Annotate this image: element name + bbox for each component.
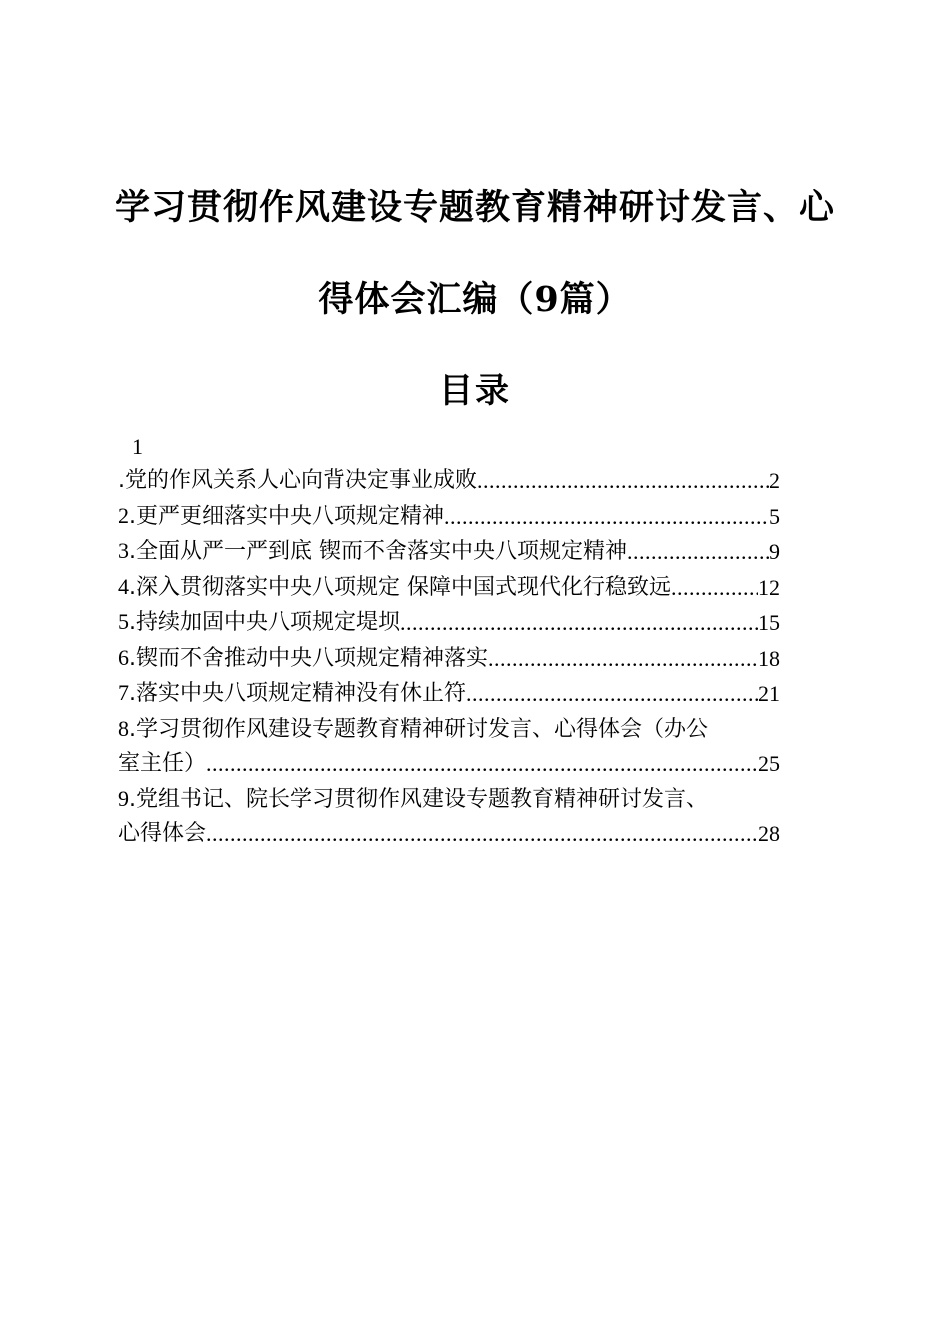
toc-entry-title: .落实中央八项规定精神没有休止符 (129, 681, 466, 706)
toc-entry-number: 4 (118, 573, 129, 599)
toc-entry-label (118, 605, 400, 641)
toc-entry-9[interactable] (118, 782, 833, 852)
toc-entry-title: .深入贯彻落实中央八项规定 保障中国式现代化行稳致远 (129, 574, 671, 600)
toc-entry-label-line-1 (118, 782, 833, 818)
toc-page-number: 28 (758, 821, 780, 846)
toc-entry-2[interactable] (118, 499, 780, 535)
toc-entry-3[interactable] (118, 534, 780, 570)
toc-heading: 目录 (439, 371, 511, 411)
toc-page-number: 5 (769, 503, 780, 529)
toc-entry-4[interactable] (118, 570, 780, 606)
table-of-contents (118, 430, 833, 852)
toc-entry-title: .学习贯彻作风建设专题教育精神研讨发言、心得体会（办公 (129, 716, 708, 742)
toc-leader-dots (444, 500, 769, 535)
toc-entry-title-continued: 室主任） (118, 751, 207, 776)
toc-entry-title: .全面从严一严到底 锲而不舍落实中央八项规定精神 (129, 539, 627, 564)
toc-entry-title: .持续加固中央八项规定堤坝 (129, 610, 400, 635)
toc-leader-dots (206, 747, 758, 782)
document-title-line-1: 学习贯彻作风建设专题教育精神研讨发言、心 (114, 187, 835, 228)
toc-entry-label (118, 570, 671, 606)
toc-entry-title: .更严更细落实中央八项规定精神 (129, 503, 444, 529)
toc-entry-label-line-2 (118, 747, 780, 782)
toc-entry-6[interactable] (118, 641, 780, 677)
toc-entry-number: 5 (118, 609, 129, 634)
toc-leader-dots (671, 571, 758, 606)
toc-page-number: 18 (758, 645, 780, 671)
toc-entry-1[interactable] (118, 464, 780, 499)
toc-leader-dots (400, 606, 758, 641)
toc-leader-dots (466, 677, 758, 712)
toc-page-number: 2 (769, 468, 780, 493)
toc-entry-number: 7 (118, 680, 129, 705)
toc-entry-label-line-1 (118, 712, 833, 748)
toc-entry-title: .党组书记、院长学习贯彻作风建设专题教育精神研讨发言、 (129, 786, 708, 812)
toc-page-number: 25 (758, 751, 780, 776)
toc-entry-number: 9 (118, 785, 129, 811)
toc-entry-8[interactable] (118, 712, 833, 782)
toc-page-number: 12 (758, 574, 780, 600)
toc-entry-label (118, 534, 627, 570)
toc-page-number: 21 (758, 681, 780, 706)
document-title (100, 162, 850, 346)
toc-leader-dots (206, 817, 758, 852)
toc-entry-1-number: 1 (132, 434, 143, 459)
toc-leader-dots (488, 642, 758, 677)
toc-entry-number: 2 (118, 502, 129, 528)
toc-entry-number: 8 (118, 715, 129, 741)
toc-entry-label: .党的作风关系人心向背决定事业成败 (118, 468, 477, 493)
toc-leader-dots (627, 535, 769, 570)
toc-entry-label (118, 499, 444, 535)
toc-entry-5[interactable] (118, 605, 780, 641)
toc-entry-title-continued: 心得体会 (118, 821, 207, 846)
document-title-line-2: 得体会汇编（9篇） (318, 279, 632, 320)
toc-entry-7[interactable] (118, 676, 780, 712)
toc-entry-title: .锲而不舍推动中央八项规定精神落实 (129, 645, 488, 671)
toc-page-number: 15 (758, 610, 780, 635)
toc-entry-label-line-2 (118, 817, 780, 852)
toc-page-number: 9 (769, 539, 780, 564)
toc-entry-label (118, 676, 466, 712)
toc-entry-number: 3 (118, 538, 129, 563)
toc-entry-label (118, 641, 488, 677)
toc-leader-dots (477, 464, 769, 499)
toc-entry-number: 6 (118, 644, 129, 670)
